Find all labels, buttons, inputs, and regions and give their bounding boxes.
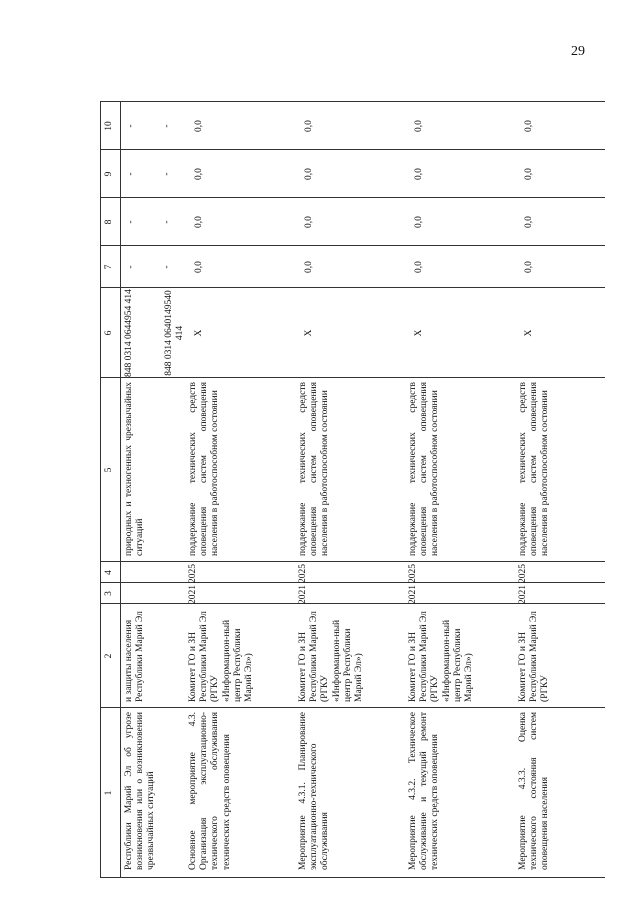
row2-col6: Х (304, 329, 314, 337)
row4-col10: 0,0 (524, 120, 534, 132)
row0-col8-a: - (126, 220, 136, 224)
row3-col4: 2025 (408, 564, 418, 583)
row1-col2: Комитет ГО и ЗН Республики Марий Эл (РГКУ «Информацион-ный центр Республики Марий Эл») (188, 611, 255, 702)
page-number: 29 (571, 44, 585, 59)
col-header-6: 6 (104, 330, 114, 336)
row3-col1: Мероприятие 4.3.2. Техническое обслуживание и текущий ремонт технических средств оповещения (408, 712, 441, 870)
row0-col10-b: - (162, 124, 172, 128)
row4-col2: Комитет ГО и ЗН Республики Марий Эл (РГКУ (518, 611, 551, 702)
row4-col9: 0,0 (524, 168, 534, 180)
col-header-4: 4 (104, 570, 114, 575)
row2-col4: 2025 (298, 564, 308, 583)
row4-col7: 0,0 (524, 261, 534, 273)
row1-col6: Х (194, 329, 204, 337)
row3-col8: 0,0 (414, 216, 424, 228)
col-header-1: 1 (104, 790, 114, 796)
row0-col2: и защиты населения Республики Марий Эл (124, 611, 146, 702)
row3-col2: Комитет ГО и ЗН Республики Марий Эл (РГКУ «Информацион-ный центр Республики Марий Эл») (408, 611, 475, 702)
row0-col9-a: - (126, 172, 136, 176)
row3-col6: Х (414, 329, 424, 337)
row1-col3: 2021 (188, 585, 198, 604)
row1-col5: поддержание технических средств оповещения систем оповещения населения в работоспособном состоянии (188, 382, 221, 556)
row0-col9-b: - (162, 172, 172, 176)
row0-col7-a: - (126, 265, 136, 269)
row3-col10: 0,0 (414, 120, 424, 132)
row0-col6b: 848 0314 0640149540 414 (164, 290, 186, 376)
program-activities-table (100, 98, 605, 878)
row0-col7-b: - (162, 265, 172, 269)
row1-col10: 0,0 (194, 120, 204, 132)
row4-col1: Мероприятие 4.3.3. Оценка технического состояния систем оповещения населения (518, 712, 551, 870)
row0-col5: природных и техногенных чрезвычайных ситуаций (124, 382, 146, 556)
row1-col8: 0,0 (194, 216, 204, 228)
rotated-table-frame (100, 66, 639, 870)
row3-col7: 0,0 (414, 261, 424, 273)
row0-col8-b: - (162, 220, 172, 224)
row4-col4: 2025 (518, 564, 528, 583)
row2-col8: 0,0 (304, 216, 314, 228)
row2-col9: 0,0 (304, 168, 314, 180)
col-header-10: 10 (104, 121, 114, 131)
row1-col4: 2025 (188, 564, 198, 583)
col-header-8: 8 (104, 219, 114, 225)
row2-col5: поддержание технических средств оповещения систем оповещения населения в работоспособном состоянии (298, 382, 331, 556)
row1-col1: Основное мероприятие 4.3. Организация эксплуатационно-технического обслуживания технических средств оповещения (188, 712, 232, 870)
col-header-2: 2 (104, 653, 114, 659)
row4-col8: 0,0 (524, 216, 534, 228)
row3-col3: 2021 (408, 585, 418, 604)
row0-col6a: 848 0314 0644954 414 (124, 289, 134, 377)
row4-col5: поддержание технических средств оповещения систем оповещения населения в работоспособном состоянии (518, 382, 551, 556)
row0-col1: Республики Марий Эл об угрозе возникновения или о возникновении чрезвычайных ситуаций (124, 712, 157, 870)
col-header-5: 5 (104, 467, 114, 473)
row4-col3: 2021 (518, 585, 528, 604)
row1-col7: 0,0 (194, 261, 204, 273)
col-header-9: 9 (104, 171, 114, 177)
row2-col3: 2021 (298, 585, 308, 604)
row2-col1: Мероприятие 4.3.1. Планирование эксплуатационно-технического обслуживания (298, 712, 331, 870)
row3-col9: 0,0 (414, 168, 424, 180)
row2-col2: Комитет ГО и ЗН Республики Марий Эл (РГКУ «Информацион-ный центр Республики Марий Эл») (298, 611, 365, 702)
row3-col5: поддержание технических средств оповещения систем оповещения населения в работоспособном состоянии (408, 382, 441, 556)
row0-col10-a: - (126, 124, 136, 128)
row1-col9: 0,0 (194, 168, 204, 180)
row4-col6: Х (524, 329, 534, 337)
col-header-3: 3 (104, 591, 114, 596)
row2-col7: 0,0 (304, 261, 314, 273)
row2-col10: 0,0 (304, 120, 314, 132)
col-header-7: 7 (104, 264, 114, 270)
